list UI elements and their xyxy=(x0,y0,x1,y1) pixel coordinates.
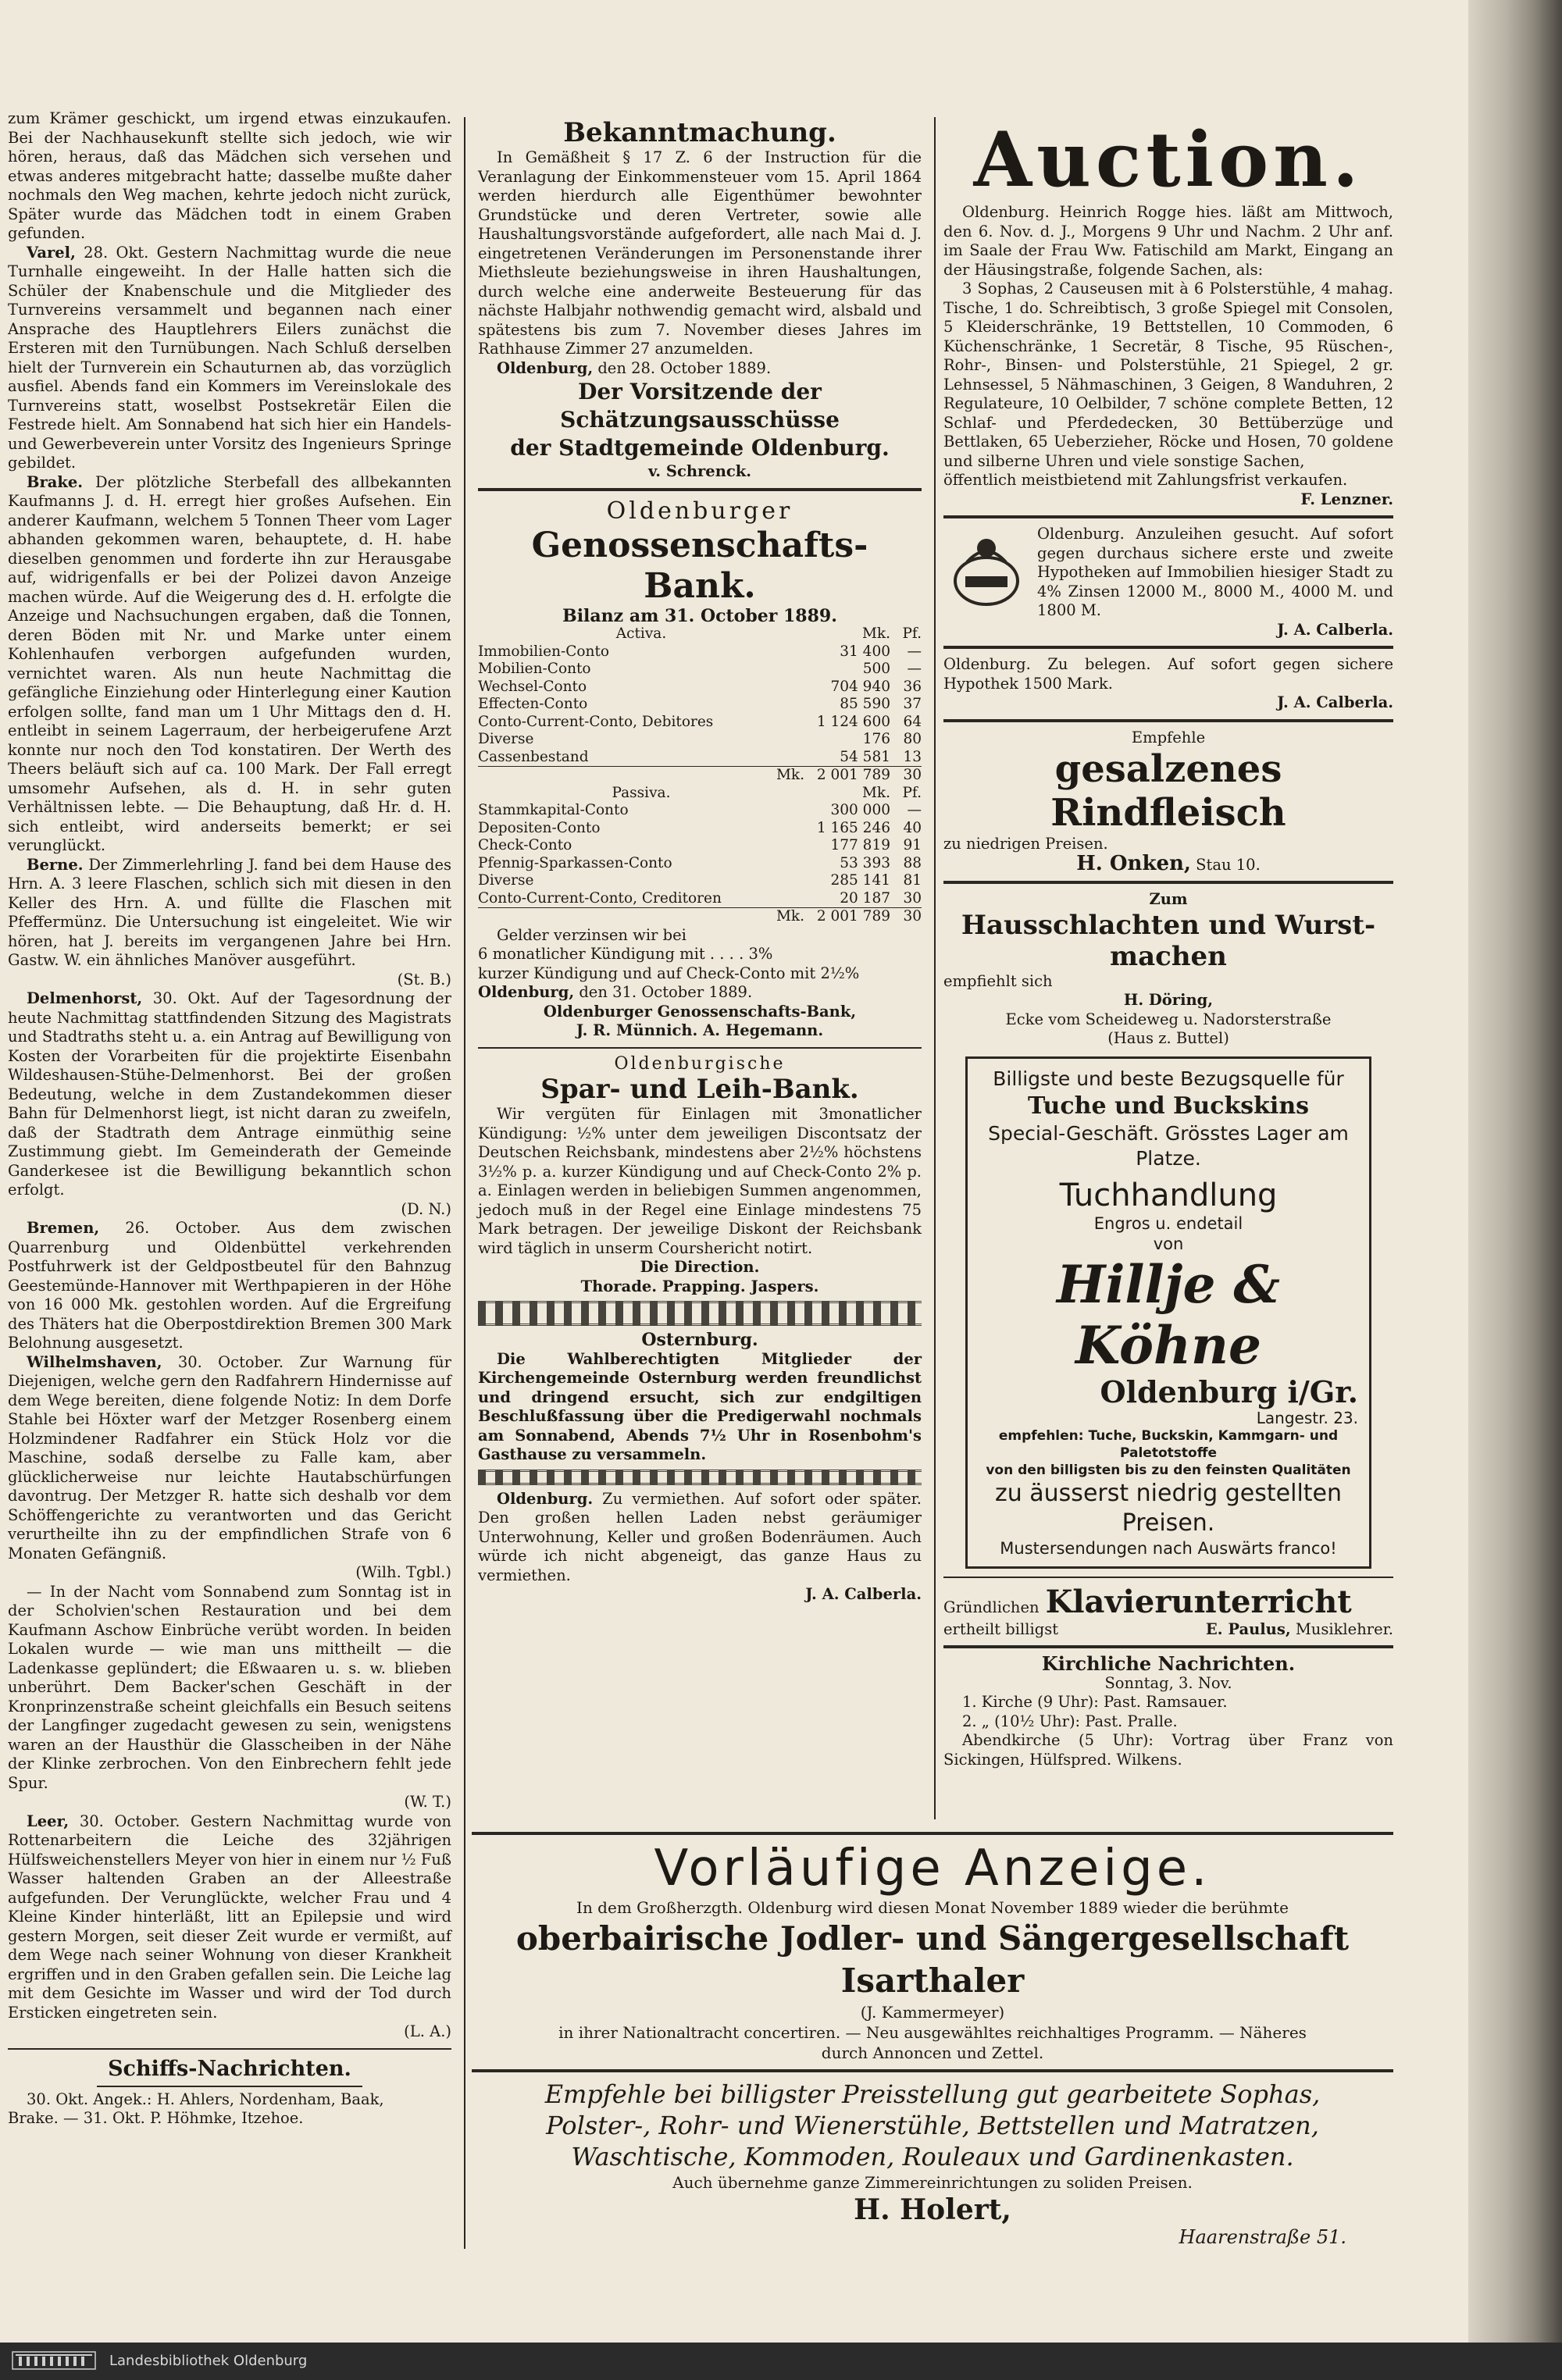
butcher-pre: Zum xyxy=(1149,890,1188,908)
furniture-line: Auch übernehme ganze Zimmereinrichtungen zu soliden Preisen. xyxy=(672,2173,1193,2192)
ornamental-border xyxy=(478,1470,922,1485)
article-paragraph: zum Krämer geschickt, um irgend etwas einzukaufen. Bei der Nachhausekunft stellte sich jedoch, wie wir hören, heraus, daß das Mädchen sich versehen und etwas anderes mitgebracht hatte; dasselbe mußte daher nochmals den Weg machen, kehrte jedoch nicht zurück, Später wurde das Mädchen todt in einem Graben gefunden. xyxy=(8,109,451,242)
balance-cell-label: Stammkapital-Conto xyxy=(478,802,629,818)
bank-prefix: Oldenburgische xyxy=(614,1053,786,1074)
butcher-signature: H. Döring, xyxy=(1123,991,1214,1009)
divider xyxy=(943,1577,1393,1578)
auction-text: Oldenburg. Heinrich Rogge hies. läßt am Mittwoch, den 6. Nov. d. J., Morgens 9 Uhr und Nachm. 2 Uhr anf. im Saale der Frau Ww. Fatischild am Markt, Eingang an der Häusingstraße, folgende Sachen, als: xyxy=(943,203,1393,279)
divider xyxy=(97,2086,363,2087)
balance-cell-mk: 31 400 xyxy=(840,643,890,660)
balance-cell-label: Wechsel-Conto xyxy=(478,678,587,695)
piano-post: ertheilt billigst xyxy=(943,1619,1059,1638)
ship-news-line: Brake. — 31. Okt. P. Höhmke, Itzehoe. xyxy=(8,2109,304,2127)
osternburg-title: Osternburg. xyxy=(641,1330,758,1350)
preliminary-line: In dem Großherzgth. Oldenburg wird diesen Monat November 1889 wieder die berühmte xyxy=(576,1898,1289,1917)
preliminary-line: durch Annoncen und Zettel. xyxy=(821,2043,1044,2062)
bank-prefix: Oldenburger xyxy=(606,497,793,525)
cloth-ad-city: Oldenburg i/Gr. xyxy=(1100,1373,1358,1409)
church-line: 2. „ (10½ Uhr): Past. Pralle. xyxy=(962,1712,1178,1730)
source-tag: (W. T.) xyxy=(404,1793,451,1811)
total-mark: 2 001 789 xyxy=(804,767,890,785)
meat-pre: Empfehle xyxy=(1131,728,1206,746)
total-mark: 2 001 789 xyxy=(804,908,890,926)
balance-cell-pf: 81 xyxy=(903,872,922,889)
balance-row xyxy=(478,802,922,820)
balance-cell-label: Pfennig-Sparkassen-Conto xyxy=(478,854,672,871)
divider xyxy=(943,646,1393,649)
ads-column xyxy=(943,117,1393,1769)
balance-row xyxy=(478,820,922,838)
book-page-edge xyxy=(1468,0,1562,2343)
balance-cell-label: Mobilien-Conto xyxy=(478,661,591,677)
church-line: Abendkirche (5 Uhr): Vortrag über Franz von Sickingen, Hülfspred. Wilkens. xyxy=(943,1731,1393,1769)
cloth-ad-line: Mustersendungen nach Auswärts franco! xyxy=(1000,1538,1337,1558)
butcher-emp: empfiehlt sich xyxy=(943,971,1053,990)
ship-news-title: Schiffs-Nachrichten. xyxy=(108,2056,351,2081)
total-label: Mk. xyxy=(478,767,804,785)
ornamental-border xyxy=(478,1301,922,1326)
piano-sig-line xyxy=(943,1620,1393,1640)
balance-cell-mk: 85 590 xyxy=(840,696,890,712)
pfennig-header: Pf. xyxy=(902,625,922,642)
cloth-ad-line: empfehlen: Tuche, Buckskin, Kammgarn- und Paletotstoffe xyxy=(998,1427,1339,1461)
article-berne: Berne. Der Zimmerlehrling J. fand bei dem Hause des Hrn. A. 3 leere Flaschen, schlich sich mit diesen in den Keller des Hrn. A. und füllte die Flaschen mit Pfeffermünz. Die Untersuchung ist eingeleitet. Wie wir hören, hat J. bereits im vergangenen Jahre bei Hrn. Gastw. W. ein ähnliches Manöver ausgeführt. xyxy=(8,855,451,969)
balance-row xyxy=(478,872,922,890)
cloth-ad-line: Billigste und beste Bezugsquelle für xyxy=(993,1067,1344,1090)
bank-name: Spar- und Leih-Bank. xyxy=(540,1074,859,1105)
piano-signature: E. Paulus, xyxy=(1205,1619,1291,1638)
notice-signature: Der Vorsitzende der Schätzungsausschüsse xyxy=(560,379,840,433)
loan-ad xyxy=(943,525,1393,640)
church-date: Sonntag, 3. Nov. xyxy=(1104,1673,1232,1692)
mark-header: Mk. xyxy=(861,784,890,801)
bank-signature: J. R. Münnich. A. Hegemann. xyxy=(576,1021,824,1039)
balance-cell-pf: 80 xyxy=(903,731,922,747)
article-bremen: Bremen, 26. October. Aus dem zwischen Quarrenburg und Oldenbüttel verkehrenden Postfuhrwerk ist der Geldpostbeutel für den Bahnzug Geestemünde-Hannover mit Werthpapieren in der Höhe von 16 000 Mk. gestohlen worden. Auf die Ergreifung des Thäters hat die Oberpostdirektion Bremen 300 Mark Belohnung ausgesetzt. xyxy=(8,1219,451,1352)
butcher-address: Ecke vom Scheideweg u. Nadorsterstraße xyxy=(1005,1010,1332,1028)
cloth-ad-headline: Tuche und Buckskins xyxy=(1027,1092,1310,1120)
meat-post: zu niedrigen Preisen. xyxy=(943,835,1108,853)
notice-signature: v. Schrenck. xyxy=(647,462,752,480)
meat-headline: gesalzenes Rindfleisch xyxy=(1050,747,1286,835)
furniture-address: Haarenstraße 51. xyxy=(1179,2226,1346,2248)
liabilities-header: Passiva. xyxy=(612,784,671,801)
balance-cell-label: Cassenbestand xyxy=(478,748,589,765)
church-title: Kirchliche Nachrichten. xyxy=(1041,1652,1296,1675)
source-tag: (L. A.) xyxy=(404,2022,451,2040)
balance-row xyxy=(478,643,922,661)
cloth-ad-line: von den billigsten bis zu den feinsten Qualitäten xyxy=(986,1462,1351,1478)
direction-names: Thorade. Prapping. Jaspers. xyxy=(580,1277,819,1295)
bank-signature: Oldenburger Genossenschafts-Bank, xyxy=(543,1002,857,1021)
rent-signature: J. A. Calberla. xyxy=(805,1585,922,1603)
loan-text: Oldenburg. Anzuleihen gesucht. Auf sofort gegen durchaus sichere erste und zweite Hypotheken auf Immobilien hiesiger Stadt zu 4% Zinsen 12000 M., 8000 M., 4000 M. und 1800 M. xyxy=(1037,525,1393,619)
article-wilhelmshaven: Wilhelmshaven, 30. October. Zur Warnung für Diejenigen, welche gern den Radfahrern Hindernisse auf dem Wege bereiten, diene folgende Notiz: In dem Dorfe Stahle bei Höxter warf der Metzger Rosenberg einem Holzmindener Radfahrer ein Stück Holz vor die Maschine, sodaß derselbe zu Falle kam, aber glücklicherweise nur leichte Hautabschürfungen davontrug. Der Metzger R. hatte sich deshalb vor dem Schöffengerichte zu verantworten und das Gericht verurtheilte ihn zu der empfindlichen Strafe von 6 Monaten Gefängniß. xyxy=(8,1352,451,1562)
article-nacht: — In der Nacht vom Sonnabend zum Sonntag ist in der Scholvien'schen Restauration und bei dem Kaufmann Aschow Einbrüche verübt worden. In beiden Lokalen wurde — wie man uns mittheilt — die Ladenkasse geplündert; die Eßwaaren u. s. w. blieben unberührt. Dem Backer'schen Geschäft in der Kronprinzenstraße scheint gleichfalls ein Besuch seitens der Langfinger zugedacht gewesen zu sein, wenigstens waren an der Hausthür die Glasscheiben in der Nähe der Klinke zerbrochen. Von den Einbrechern fehlt jede Spur. xyxy=(8,1582,451,1792)
balance-cell-pf: — xyxy=(907,643,922,660)
balance-row xyxy=(478,837,922,855)
divider xyxy=(943,881,1393,884)
balance-cell-mk: 176 xyxy=(862,731,890,747)
divider xyxy=(8,2048,451,2050)
loan2-text: Oldenburg. Zu belegen. Auf sofort gegen sichere Hypothek 1500 Mark. xyxy=(943,655,1393,693)
balance-title: Bilanz am 31. October 1889. xyxy=(562,605,837,626)
auction-title: Auction. xyxy=(973,116,1364,204)
preliminary-line: in ihrer Nationaltracht concertiren. — Neu ausgewähltes reichhaltiges Programm. — Näheres xyxy=(558,2023,1307,2042)
balance-cell-pf: 88 xyxy=(903,854,922,871)
cloth-ad-line: von xyxy=(1153,1234,1184,1253)
divider xyxy=(472,2069,1393,2072)
money-bag-icon xyxy=(943,525,1029,611)
balance-table-assets xyxy=(478,625,922,785)
balance-cell-mk: 1 165 246 xyxy=(816,819,890,836)
church-line: 1. Kirche (9 Uhr): Past. Ramsauer. xyxy=(962,1693,1228,1711)
loan-signature: J. A. Calberla. xyxy=(1277,620,1393,639)
balance-cell-pf: 36 xyxy=(903,678,922,695)
furniture-line: Waschtische, Kommoden, Rouleaux und Gardinenkasten. xyxy=(571,2142,1294,2172)
notice-title: Bekanntmachung. xyxy=(563,117,836,148)
balance-row xyxy=(478,679,922,697)
loan2-signature: J. A. Calberla. xyxy=(1277,693,1393,711)
preliminary-notice-title: Vorläufige Anzeige. xyxy=(654,1840,1211,1897)
balance-cell-mk: 20 187 xyxy=(840,889,890,907)
cloth-ad-shop: Tuchhandlung xyxy=(1059,1177,1278,1213)
balance-row xyxy=(478,890,922,908)
divider xyxy=(478,488,922,491)
auction-list: 3 Sophas, 2 Causeusen mit à 6 Polsterstühle, 4 mahag. Tische, 1 do. Schreibtisch, 3 große Spiegel mit Consolen, 5 Kleiderschränke, 19 Bettstellen, 10 Commoden, 6 Küchenschränke, 1 Secretär, 8 Tische, 95 Rüschen-, Rohr-, Binsen- und Polsterstühle, 21 Spiegel, 2 gr. Lehnsessel, 5 Nähmaschinen, 3 Geigen, 8 Wanduhren, 2 Regulateure, 10 Oelbilder, 7 schöne complete Betten, 12 Schlaf- und Pferdedecken, 30 Bettüberzüge und Bettlaken, 65 Ueberzieher, Röcke und Hosen, 70 goldene und silberne Uhren und viele sonstige Sachen, xyxy=(943,280,1393,470)
article-leer: Leer, 30. October. Gestern Nachmittag wurde von Rottenarbeitern die Leiche des 32jährigen Hülfsweichenstellers Meyer von hier in einem nur ½ Fuß Wasser haltenden Graben an der Alleestraße aufgefunden. Der Verunglückte, welcher Frau und 4 Kleine Kinder hinterläßt, litt an Epilepsie und wird gestern Morgen, seit dieser Zeit wurde er vermißt, auf dem Wege nach seiner Wohnung von dieser Krankheit ergriffen und in den Graben gefallen sein. Die Leiche lag mit dem Gesichte im Wasser und wird der Tod durch Ersticken eingetreten sein. xyxy=(8,1812,451,2022)
butcher-headline: Hausschlachten und Wurst- xyxy=(961,909,1376,941)
balance-row xyxy=(478,749,922,767)
balance-cell-label: Depositen-Conto xyxy=(478,819,601,836)
divider xyxy=(478,1047,922,1049)
library-logo-icon xyxy=(11,2349,97,2372)
balance-cell-pf: 13 xyxy=(903,748,922,765)
balance-cell-label: Conto-Current-Conto, Creditoren xyxy=(478,889,722,907)
balance-row xyxy=(478,714,922,732)
news-column xyxy=(8,109,451,2129)
piano-title: Musiklehrer. xyxy=(1295,1619,1393,1638)
cloth-ad-line: Special-Geschäft. Grösstes Lager am Platze. xyxy=(988,1121,1349,1170)
cloth-ad-line: Engros u. endetail xyxy=(1093,1213,1243,1233)
bank-name: Genossenschafts-Bank. xyxy=(531,525,868,606)
balance-cell-mk: 1 124 600 xyxy=(816,713,890,730)
bank-date: Oldenburg, den 31. October 1889. xyxy=(478,983,753,1001)
singers-name: oberbairische Jodler- und Sängergesellschaft Isarthaler xyxy=(515,1919,1350,2000)
divider xyxy=(943,719,1393,722)
furniture-signature: H. Holert, xyxy=(854,2193,1011,2226)
balance-cell-pf: 30 xyxy=(903,889,922,907)
preliminary-line: (J. Kammermeyer) xyxy=(860,2003,1005,2022)
balance-row xyxy=(478,696,922,714)
piano-pre: Gründlichen xyxy=(943,1598,1040,1616)
divider xyxy=(943,1645,1393,1648)
assets-header: Activa. xyxy=(615,625,667,642)
pfennig-header: Pf. xyxy=(902,784,922,801)
source-tag: (St. B.) xyxy=(397,970,451,989)
total-pfennig: 30 xyxy=(890,767,922,785)
balance-cell-mk: 54 581 xyxy=(840,748,890,765)
balance-cell-pf: — xyxy=(907,802,922,818)
furniture-line: Empfehle bei billigster Preisstellung gut gearbeitete Sophas, xyxy=(544,2079,1321,2109)
cloth-ad-firm: Hillje & Köhne xyxy=(1056,1253,1280,1376)
ship-news-line: 30. Okt. Angek.: H. Ahlers, Nordenham, Baak, xyxy=(27,2090,384,2108)
notice-signature: der Stadtgemeinde Oldenburg. xyxy=(510,435,890,461)
article-delmenhorst: Delmenhorst, 30. Okt. Auf der Tagesordnung der heute Nachmittag stattfindenden Sitzung des Magistrats und Stadtraths steht u. a. ein Antrag auf Bewilligung von Kosten der Vorarbeiten für die projektirte Eisenbahn Wildeshausen-Stühe-Delmenhorst. Bei der großen Bedeutung, welche in dem Zustandekommen dieser Bahn für Delmenhorst liegt, ist nicht daran zu zweifeln, daß der Stadtrath dem Antrage einmüthig seine Zustimmung giebt. Im Gemeinderath der Gemeinde Ganderkesee ist die Bewilligung bekanntlich schon erfolgt. xyxy=(8,989,451,1199)
balance-cell-pf: 37 xyxy=(903,696,922,712)
divider xyxy=(472,1832,1393,1835)
library-name: Landesbibliothek Oldenburg xyxy=(109,2353,308,2369)
balance-cell-mk: 704 940 xyxy=(830,678,890,695)
meat-signature-line: H. Onken, Stau 10. xyxy=(1076,851,1261,875)
notice-date: Oldenburg, den 28. October 1889. xyxy=(497,358,772,377)
furniture-line: Polster-, Rohr- und Wienerstühle, Bettstellen und Matratzen, xyxy=(546,2111,1319,2140)
osternburg-text: Die Wahlberechtigten Mitglieder der Kirchengemeinde Osternburg werden freundlichst und dringend ersucht, sich zur endgiltigen Beschlußfassung über die Predigerwahl nochmals am Sonnabend, Abends 7½ Uhr in Rosenbohm's Gasthause zu versammeln. xyxy=(478,1349,922,1463)
balance-row xyxy=(478,661,922,679)
balance-cell-pf: 64 xyxy=(903,713,922,730)
notice-text: In Gemäßheit § 17 Z. 6 der Instruction für die Veranlagung der Einkommensteuer vom 15. April 1864 werden hierdurch alle Eigenthümer bewohnter Grundstücke und deren Vertreter, sowie alle Haushaltungsvorstände aufgefordert, alle nach Mai d. J. eingetretenen Veränderungen im Personenstande ihrer Miethsleute beziehungsweise in ihren Haushaltungen, durch welche eine anderweite Besteuerung für das nächste Halbjahr nothwendig gemacht wird, alsbald und spätestens bis zum 7. November dieses Jahres im Rathhause Zimmer 27 anzumelden. xyxy=(478,148,922,358)
footer-bar xyxy=(0,2343,1562,2380)
column-rule-left xyxy=(464,117,465,2249)
butcher-headline: machen xyxy=(1110,940,1227,972)
savings-text: Wir vergüten für Einlagen mit 3monatlicher Kündigung: ½% unter dem jeweiligen Discontsatz der Deutschen Reichsbank, mindestens aber 2½% höchstens 3½% p. a. kurzer Kündigung und auf Check-Conto 2% p. a. Einlagen werden in beliebigen Summen angenommen, jedoch muß in der Regel eine Einlage mindestens 75 Mark betragen. Der jeweilige Diskont der Reichsbank wird täglich in unserm Courshericht notirt. xyxy=(478,1105,922,1257)
column-rule-right xyxy=(934,117,936,1819)
balance-cell-label: Effecten-Conto xyxy=(478,696,588,712)
cloth-ad-address: Langestr. 23. xyxy=(1256,1408,1358,1427)
balance-cell-label: Conto-Current-Conto, Debitores xyxy=(478,713,714,730)
balance-cell-label: Check-Conto xyxy=(478,837,572,853)
cloth-shop-ad xyxy=(965,1056,1371,1569)
interest-text: kurzer Kündigung und auf Check-Conto mit 2½% xyxy=(478,964,860,982)
balance-cell-label: Immobilien-Conto xyxy=(478,643,610,660)
balance-cell-pf: — xyxy=(907,661,922,677)
piano-ad xyxy=(943,1584,1393,1620)
balance-cell-pf: 91 xyxy=(903,837,922,853)
source-tag: (D. N.) xyxy=(401,1199,451,1218)
article-brake: Brake. Der plötzliche Sterbefall des allbekannten Kaufmanns J. d. H. erregt hier großes Aufsehen. Ein anderer Kaufmann, welchem 5 Tonnen Theer vom Lager abhanden gekommen waren, behauptete, d. H. habe dieselben genommen und forderte ihn zur Herausgabe auf, widrigenfalls er bei der Polizei davon Anzeige machen würde. Auf die Weigerung des d. H. erfolgte die Anzeige und Nachsuchungen ergaben, daß die Tonnen, deren Böden mit Nr. und Marke unter einem Kohlenhaufen verborgen aufgefunden wurden, vernichtet waren. Als nun heute Nachmittag die gefängliche Einziehung oder Hinterlegung einer Kaution erfolgen sollte, fand man um 1 Uhr Mittags den d. H. entleibt in seinem Lagerraum, der herbeigerufene Arzt konnte nur noch den Tod konstatiren. Der Werth des Theers beläuft sich auf ca. 100 Mark. Der Fall erregt umsomehr Aufsehen, als d. H. in sehr guten Verhältnissen lebte. — Die Behauptung, daß Hr. d. H. sich entleibt, wird anderseits bemerkt; er sei verunglückt. xyxy=(8,472,451,854)
balance-cell-mk: 300 000 xyxy=(830,802,890,818)
article-varel: Varel, 28. Okt. Gestern Nachmittag wurde die neue Turnhalle eingeweiht. In der Halle hatten sich die Schüler der Knabenschule und die Mitglieder des Turnvereins versammelt und begannen nach einer Ansprache des Hauptlehrers Eilers zunächst die Ersteren mit den Turnübungen. Nach Schluß derselben hielt der Turnverein ein Schauturnen ab, das vorzüglich ausfiel. Abends fand ein Kommers im Vereinslokale des Turnvereins statt, woselbst Postsekretär Eilen die Festrede hielt. Am Sonnabend hat sich hier ein Handels- und Gewerbeverein unter Vorsitz des Ingenieurs Springe gebildet. xyxy=(8,243,451,472)
total-pfennig: 30 xyxy=(890,908,922,926)
divider xyxy=(943,515,1393,518)
balance-cell-mk: 177 819 xyxy=(830,837,890,853)
auction-signature: F. Lenzner. xyxy=(1300,490,1393,508)
balance-cell-mk: 53 393 xyxy=(840,854,890,871)
balance-table-liabilities xyxy=(478,785,922,926)
balance-cell-pf: 40 xyxy=(903,819,922,836)
interest-text: 6 monatlicher Kündigung mit . . . . 3% xyxy=(478,945,773,963)
auction-end: öffentlich meistbietend mit Zahlungsfrist verkaufen. xyxy=(943,471,1348,489)
rent-notice: Oldenburg. Zu vermiethen. Auf sofort oder später. Den großen hellen Laden nebst geräumiger Unterwohnung, Keller und großen Bodenräumen. Auch würde ich nicht abgeneigt, das ganze Haus zu vermiethen. xyxy=(478,1489,922,1584)
butcher-address: (Haus z. Buttel) xyxy=(1107,1029,1229,1047)
notices-column xyxy=(478,117,922,1605)
balance-row xyxy=(478,855,922,873)
balance-row xyxy=(478,731,922,749)
cloth-ad-price: zu äusserst niedrig gestellten Preisen. xyxy=(994,1479,1343,1537)
total-label: Mk. xyxy=(478,908,804,926)
balance-cell-mk: 500 xyxy=(862,661,890,677)
direction-label: Die Direction. xyxy=(640,1258,760,1276)
balance-cell-label: Diverse xyxy=(478,731,534,747)
piano-headline: Klavierunterricht xyxy=(1045,1583,1352,1620)
source-tag: (Wilh. Tgbl.) xyxy=(355,1563,451,1581)
balance-cell-mk: 285 141 xyxy=(830,872,890,889)
mark-header: Mk. xyxy=(861,625,890,642)
interest-text: Gelder verzinsen wir bei xyxy=(497,925,686,944)
bottom-ads xyxy=(472,1840,1393,2247)
balance-cell-label: Diverse xyxy=(478,872,534,889)
